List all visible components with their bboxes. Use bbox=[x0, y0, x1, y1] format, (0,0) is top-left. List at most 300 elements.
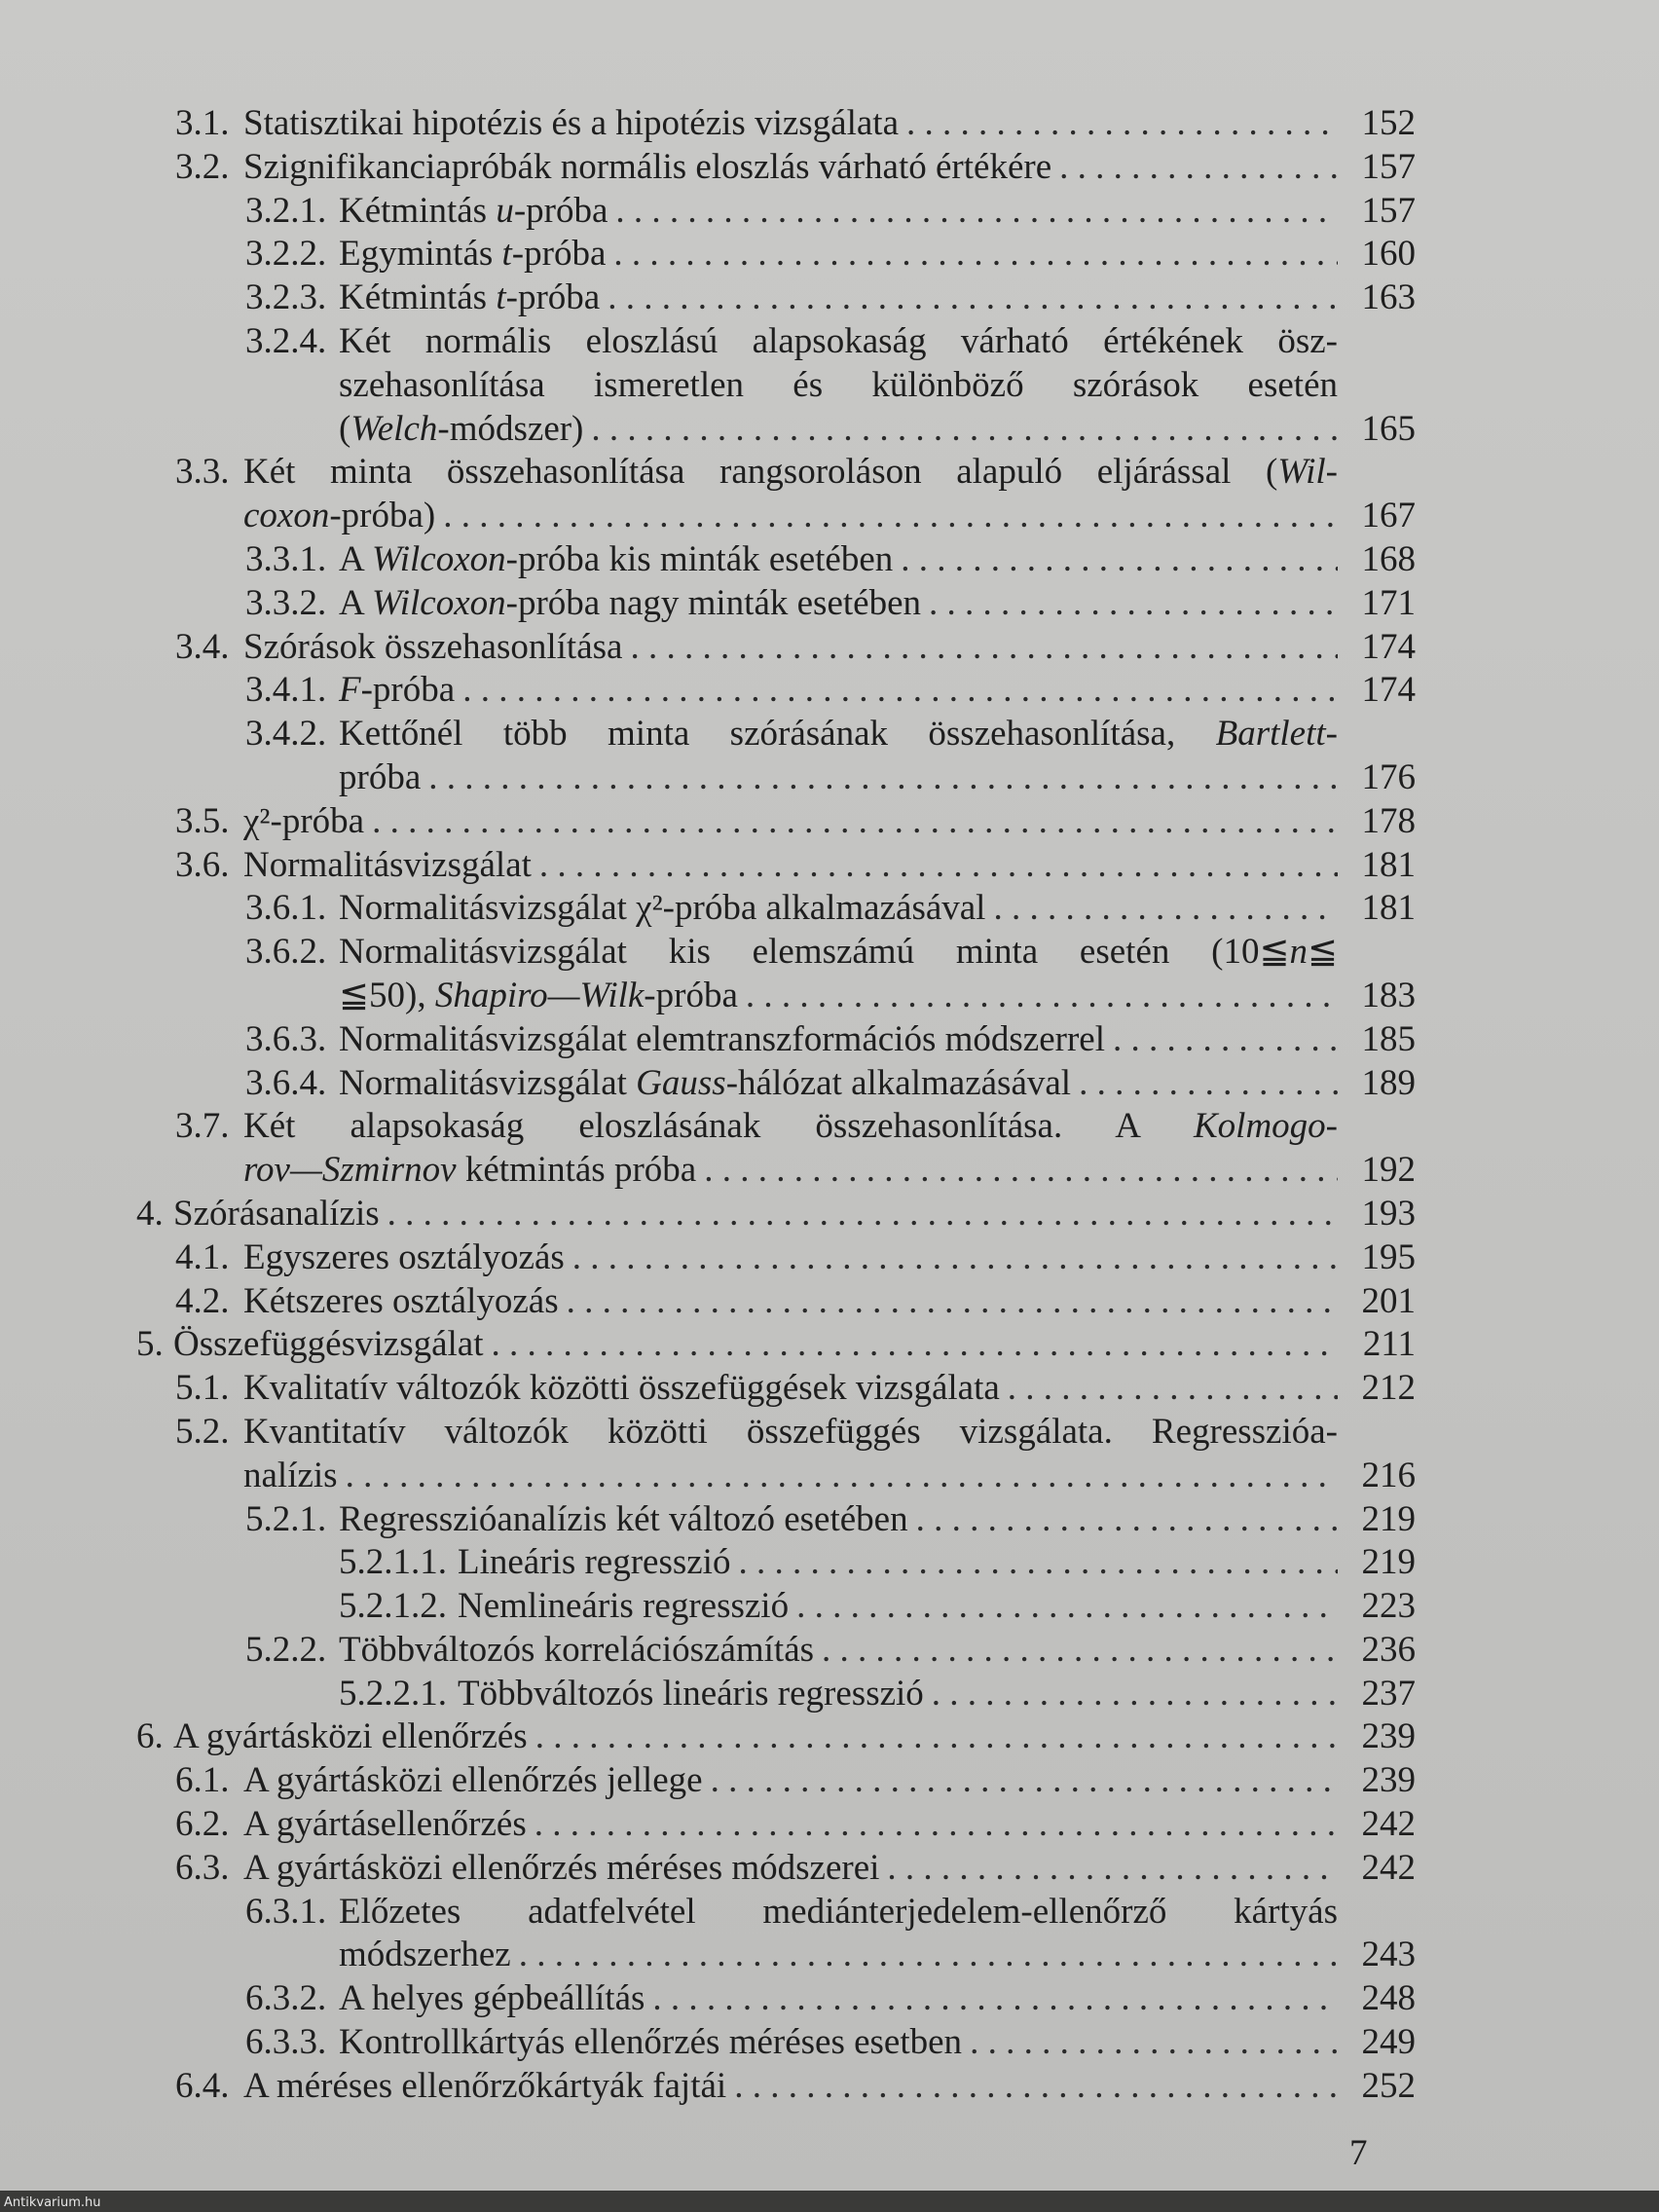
toc-entry-page: 223 bbox=[1361, 1586, 1416, 1627]
toc-entry-line bbox=[458, 1673, 1338, 1716]
dot-leader bbox=[1071, 1062, 1338, 1106]
toc-entry-line bbox=[173, 1323, 1338, 1367]
toc-entry-page: 236 bbox=[1361, 1629, 1416, 1670]
toc-entry-line bbox=[339, 2021, 1338, 2065]
text-run: Többváltozós lineáris regresszió bbox=[458, 1673, 924, 1714]
toc-entry-line bbox=[339, 190, 1338, 234]
toc-entry bbox=[0, 1759, 1659, 1803]
toc-entry-number: 3.4.1. bbox=[245, 670, 327, 711]
toc-entry-page: 239 bbox=[1361, 1760, 1416, 1801]
toc-entry-number: 5.2.1.2. bbox=[339, 1586, 447, 1627]
toc-entry bbox=[0, 233, 1659, 276]
text-run: Kétszeres osztályozás bbox=[243, 1280, 559, 1321]
toc-entry-title bbox=[458, 1541, 1338, 1585]
toc-entry-number: 3.3.2. bbox=[245, 582, 327, 623]
toc-entry-number: 6.3.3. bbox=[245, 2022, 327, 2063]
toc-entry-page: 181 bbox=[1361, 888, 1416, 929]
toc-entry-line bbox=[243, 1411, 1338, 1455]
dot-leader bbox=[985, 887, 1338, 931]
toc-entry-page: 195 bbox=[1361, 1236, 1416, 1277]
toc-entry-line bbox=[243, 844, 1338, 888]
toc-entry bbox=[0, 146, 1659, 190]
toc-entry bbox=[0, 538, 1659, 582]
dot-leader bbox=[511, 1934, 1338, 1977]
text-run: Szórásanalízis bbox=[173, 1193, 380, 1234]
toc-entry-line bbox=[243, 800, 1338, 844]
toc-entry-page: 171 bbox=[1361, 582, 1416, 623]
toc-entry-line bbox=[339, 408, 1338, 452]
toc-entry bbox=[0, 1585, 1659, 1629]
italic-text: F bbox=[339, 670, 361, 711]
toc-entry-page: 193 bbox=[1361, 1193, 1416, 1234]
text-run: -próba bbox=[505, 277, 601, 318]
toc-entry-title bbox=[243, 1411, 1338, 1498]
toc-entry-title bbox=[243, 1803, 1338, 1847]
text-run: ≦50), bbox=[339, 975, 435, 1015]
dot-leader bbox=[899, 102, 1338, 146]
text-run: ( bbox=[339, 408, 351, 449]
toc-entry-number: 6. bbox=[136, 1716, 164, 1757]
toc-entry-page: 160 bbox=[1361, 234, 1416, 275]
dot-leader bbox=[789, 1585, 1338, 1629]
text-run: -próba kis minták esetében bbox=[505, 538, 894, 579]
text-run: A gyártásközi ellenőrzés jellege bbox=[243, 1760, 703, 1801]
toc-entry bbox=[0, 626, 1659, 670]
toc-entry bbox=[0, 1803, 1659, 1847]
text-run: nalízis bbox=[243, 1455, 338, 1495]
dot-leader bbox=[962, 2021, 1338, 2065]
toc-entry-line bbox=[339, 1934, 1338, 1977]
toc-entry-page: 219 bbox=[1361, 1498, 1416, 1539]
toc-entry-number: 5.2.2.1. bbox=[339, 1673, 447, 1714]
toc-entry-line bbox=[243, 1236, 1338, 1280]
text-run: Szórások összehasonlítása bbox=[243, 626, 623, 667]
dot-leader bbox=[608, 190, 1338, 234]
toc-entry-page: 168 bbox=[1361, 538, 1416, 579]
text-run: Előzetes adatfelvétel mediánterjedelem-ellenőrző kártyás bbox=[339, 1891, 1338, 1932]
toc-entry-title bbox=[458, 1673, 1338, 1716]
toc-entry-number: 4.1. bbox=[175, 1236, 230, 1277]
dot-leader bbox=[435, 495, 1338, 538]
text-run: Összefüggésvizsgálat bbox=[173, 1324, 484, 1365]
dot-leader bbox=[1000, 1367, 1338, 1411]
text-run: A gyártásellenőrzés bbox=[243, 1804, 527, 1845]
toc-entry-page: 242 bbox=[1361, 1804, 1416, 1845]
toc-entry-title bbox=[339, 538, 1338, 582]
toc-entry bbox=[0, 451, 1659, 538]
toc-entry bbox=[0, 2065, 1659, 2109]
toc-entry-title bbox=[339, 582, 1338, 626]
text-run: - bbox=[1325, 714, 1338, 755]
text-run: A helyes gépbeállítás bbox=[339, 1978, 645, 2019]
toc-entry-number: 6.1. bbox=[175, 1760, 230, 1801]
toc-entry-page: 239 bbox=[1361, 1716, 1416, 1757]
toc-entry bbox=[0, 276, 1659, 320]
toc-entry-page: 219 bbox=[1361, 1542, 1416, 1583]
text-run: Kétmintás bbox=[339, 277, 497, 318]
toc-entry bbox=[0, 1629, 1659, 1673]
toc-entry-line bbox=[173, 1715, 1338, 1759]
toc-entry-line bbox=[243, 1759, 1338, 1803]
toc-entry-line bbox=[243, 451, 1338, 495]
dot-leader bbox=[484, 1323, 1338, 1367]
toc-entry-line bbox=[243, 1803, 1338, 1847]
dot-leader bbox=[730, 1541, 1338, 1585]
text-run: Kvalitatív változók közötti összefüggések vizsgálata bbox=[243, 1368, 1000, 1409]
text-run: Kétmintás bbox=[339, 190, 497, 231]
toc-entry-page: 201 bbox=[1361, 1280, 1416, 1321]
dot-leader bbox=[528, 1715, 1338, 1759]
dot-leader bbox=[380, 1193, 1338, 1236]
text-run: Normalitásvizsgálat kis elemszámú minta esetén (10≦ bbox=[339, 932, 1290, 973]
dot-leader bbox=[703, 1759, 1338, 1803]
toc-entry-number: 3.7. bbox=[175, 1106, 230, 1147]
toc-entry-line bbox=[243, 495, 1338, 538]
toc-entry-title bbox=[173, 1323, 1338, 1367]
toc-entry-title bbox=[243, 626, 1338, 670]
toc-entry bbox=[0, 1715, 1659, 1759]
toc-entry bbox=[0, 1411, 1659, 1498]
toc-entry-title bbox=[243, 1847, 1338, 1891]
text-run: Nemlineáris regresszió bbox=[458, 1586, 790, 1627]
toc-entry-title bbox=[458, 1585, 1338, 1629]
dot-leader bbox=[559, 1280, 1338, 1324]
toc-entry-title bbox=[243, 451, 1338, 538]
italic-text: Welch bbox=[350, 408, 438, 449]
toc-entry-page: 212 bbox=[1361, 1368, 1416, 1409]
toc-entry-page: 211 bbox=[1362, 1324, 1416, 1365]
toc-entry-line bbox=[339, 364, 1338, 408]
text-run: Normalitásvizsgálat bbox=[243, 844, 532, 885]
toc-entry bbox=[0, 1977, 1659, 2021]
dot-leader bbox=[421, 756, 1338, 800]
toc-entry-title bbox=[339, 1018, 1338, 1062]
toc-entry bbox=[0, 887, 1659, 931]
italic-text: t bbox=[496, 277, 506, 318]
toc-entry bbox=[0, 1193, 1659, 1236]
text-run: -próba bbox=[360, 670, 456, 711]
text-run: χ²-próba bbox=[243, 800, 365, 841]
toc-entry-page: 237 bbox=[1361, 1673, 1416, 1714]
toc-entry bbox=[0, 102, 1659, 146]
toc-entry-number: 3.3.1. bbox=[245, 538, 327, 579]
table-of-contents bbox=[0, 102, 1659, 2109]
toc-entry-number: 5.2. bbox=[175, 1411, 230, 1452]
text-run: módszerhez bbox=[339, 1935, 511, 1975]
toc-entry bbox=[0, 2021, 1659, 2065]
italic-text: rov—Szmirnov bbox=[243, 1150, 457, 1191]
dot-leader bbox=[338, 1455, 1338, 1498]
toc-entry-title bbox=[339, 320, 1338, 451]
toc-entry-number: 3.6. bbox=[175, 844, 230, 885]
watermark: Antikvarium.hu bbox=[4, 2195, 101, 2210]
toc-entry-page: 165 bbox=[1361, 408, 1416, 449]
toc-entry-title bbox=[339, 190, 1338, 234]
dot-leader bbox=[908, 1498, 1338, 1542]
toc-entry-title bbox=[243, 146, 1338, 190]
toc-entry-title bbox=[339, 233, 1338, 276]
toc-entry-line bbox=[339, 1629, 1338, 1673]
toc-entry-page: 163 bbox=[1361, 277, 1416, 318]
toc-entry-title bbox=[173, 1715, 1338, 1759]
toc-entry-line bbox=[339, 1498, 1338, 1542]
dot-leader bbox=[921, 582, 1338, 626]
italic-text: u bbox=[496, 190, 514, 231]
toc-entry-number: 4.2. bbox=[175, 1280, 230, 1321]
toc-entry-number: 6.3. bbox=[175, 1847, 230, 1888]
italic-text: Wil- bbox=[1277, 452, 1338, 493]
toc-entry-page: 178 bbox=[1361, 800, 1416, 841]
toc-entry bbox=[0, 800, 1659, 844]
text-run: Két minta összehasonlítása rangsoroláson alapuló eljárással ( bbox=[243, 452, 1278, 493]
text-run: kétmintás próba bbox=[456, 1150, 697, 1191]
toc-entry-page: 152 bbox=[1361, 103, 1416, 143]
toc-entry-line bbox=[339, 320, 1338, 364]
text-run: -próba) bbox=[329, 496, 436, 536]
toc-entry-title bbox=[339, 1891, 1338, 1978]
italic-text: Bartlett bbox=[1215, 714, 1326, 755]
text-run: A gyártásközi ellenőrzés bbox=[173, 1716, 528, 1757]
toc-entry-title bbox=[173, 1193, 1338, 1236]
toc-entry-number: 3.2.1. bbox=[245, 190, 327, 231]
toc-entry-number: 3.1. bbox=[175, 103, 230, 143]
toc-entry bbox=[0, 844, 1659, 888]
toc-entry-line bbox=[243, 1847, 1338, 1891]
toc-entry-page: 243 bbox=[1361, 1935, 1416, 1975]
text-run: Normalitásvizsgálat χ²-próba alkalmazásával bbox=[339, 888, 986, 929]
dot-leader bbox=[893, 538, 1338, 582]
toc-entry-page: 174 bbox=[1361, 670, 1416, 711]
toc-entry-page: 185 bbox=[1361, 1018, 1416, 1059]
toc-entry-title bbox=[243, 1759, 1338, 1803]
toc-entry-line bbox=[458, 1541, 1338, 1585]
toc-entry-line bbox=[339, 756, 1338, 800]
text-run: Egymintás bbox=[339, 234, 502, 275]
toc-entry-number: 3.2.3. bbox=[245, 277, 327, 318]
toc-entry-line bbox=[339, 975, 1338, 1018]
dot-leader bbox=[645, 1977, 1338, 2021]
toc-entry-line bbox=[243, 1105, 1338, 1149]
text-run: Lineáris regresszió bbox=[458, 1542, 731, 1583]
dot-leader bbox=[814, 1629, 1338, 1673]
toc-entry-line bbox=[458, 1585, 1338, 1629]
toc-entry-title bbox=[339, 931, 1338, 1018]
text-run: A méréses ellenőrzőkártyák fajtái bbox=[243, 2065, 727, 2106]
text-run: szehasonlítása ismeretlen és különböző szórások esetén bbox=[339, 364, 1338, 405]
toc-entry-number: 3.4. bbox=[175, 626, 230, 667]
toc-entry-number: 5.2.1. bbox=[245, 1498, 327, 1539]
toc-entry-title bbox=[339, 713, 1338, 800]
toc-entry-title bbox=[339, 276, 1338, 320]
toc-entry-number: 3.3. bbox=[175, 452, 230, 493]
dot-leader bbox=[455, 669, 1338, 713]
toc-entry-line bbox=[339, 931, 1338, 975]
toc-entry bbox=[0, 1498, 1659, 1542]
toc-entry-title bbox=[339, 1977, 1338, 2021]
toc-entry bbox=[0, 713, 1659, 800]
text-run: Regresszióanalízis két változó esetében bbox=[339, 1498, 908, 1539]
toc-entry-title bbox=[339, 1498, 1338, 1542]
toc-entry-number: 4. bbox=[136, 1193, 164, 1234]
toc-entry bbox=[0, 1673, 1659, 1716]
toc-entry-number: 6.2. bbox=[175, 1804, 230, 1845]
text-run: Két normális eloszlású alapsokaság várható értékének ösz- bbox=[339, 320, 1338, 361]
dot-leader bbox=[879, 1847, 1338, 1891]
toc-entry bbox=[0, 1280, 1659, 1324]
toc-entry-title bbox=[243, 844, 1338, 888]
text-run: Kvantitatív változók közötti összefüggés vizsgálata. Regresszióa- bbox=[243, 1411, 1338, 1452]
text-run: A gyártásközi ellenőrzés méréses módszerei bbox=[243, 1847, 880, 1888]
toc-entry-title bbox=[243, 1280, 1338, 1324]
toc-entry-page: 174 bbox=[1361, 626, 1416, 667]
toc-entry-number: 3.5. bbox=[175, 800, 230, 841]
text-run: Statisztikai hipotézis és a hipotézis vizsgálata bbox=[243, 103, 900, 143]
toc-entry-title bbox=[243, 2065, 1338, 2109]
toc-entry-number: 3.6.4. bbox=[245, 1062, 327, 1103]
italic-text: Wilcoxon bbox=[371, 538, 506, 579]
toc-entry bbox=[0, 1891, 1659, 1978]
toc-entry-title bbox=[243, 1236, 1338, 1280]
text-run: -próba nagy minták esetében bbox=[505, 582, 921, 623]
dot-leader bbox=[622, 626, 1338, 670]
text-run: Kettőnél több minta szórásának összehasonlítása, bbox=[339, 714, 1216, 755]
toc-entry-line bbox=[173, 1193, 1338, 1236]
toc-entry-line bbox=[339, 887, 1338, 931]
toc-entry bbox=[0, 320, 1659, 451]
toc-entry-title bbox=[339, 887, 1338, 931]
toc-entry-page: 157 bbox=[1361, 146, 1416, 187]
toc-entry-title bbox=[243, 102, 1338, 146]
toc-entry-line bbox=[243, 626, 1338, 670]
toc-entry bbox=[0, 1367, 1659, 1411]
toc-entry-number: 3.2.4. bbox=[245, 320, 327, 361]
toc-entry-number: 3.4.2. bbox=[245, 714, 327, 755]
text-run: -próba bbox=[511, 234, 607, 275]
dot-leader bbox=[1105, 1018, 1338, 1062]
toc-entry bbox=[0, 1541, 1659, 1585]
toc-entry bbox=[0, 1105, 1659, 1193]
page-edge bbox=[0, 2191, 1659, 2212]
dot-leader bbox=[738, 975, 1338, 1018]
dot-leader bbox=[565, 1236, 1338, 1280]
text-run: Kontrollkártyás ellenőrzés méréses esetben bbox=[339, 2022, 963, 2063]
toc-entry-number: 3.2.2. bbox=[245, 234, 327, 275]
italic-text: Wilcoxon bbox=[371, 582, 506, 623]
toc-entry bbox=[0, 1062, 1659, 1106]
toc-entry-line bbox=[339, 1062, 1338, 1106]
text-run: Többváltozós korrelációszámítás bbox=[339, 1629, 815, 1670]
italic-text: Shapiro—Wilk bbox=[434, 975, 645, 1015]
dot-leader bbox=[726, 2065, 1338, 2109]
text-run: Normalitásvizsgálat bbox=[339, 1062, 637, 1103]
text-run: ≦ bbox=[1307, 932, 1338, 973]
toc-entry-line bbox=[339, 1891, 1338, 1935]
toc-entry-line bbox=[243, 1455, 1338, 1498]
toc-entry bbox=[0, 931, 1659, 1018]
text-run: -módszer) bbox=[437, 408, 584, 449]
toc-entry-page: 183 bbox=[1361, 975, 1416, 1015]
toc-entry bbox=[0, 1323, 1659, 1367]
text-run: -próba bbox=[644, 975, 738, 1015]
toc-entry-line bbox=[339, 1018, 1338, 1062]
toc-entry-page: 192 bbox=[1361, 1150, 1416, 1191]
toc-entry-title bbox=[339, 1629, 1338, 1673]
dot-leader bbox=[583, 408, 1338, 452]
dot-leader bbox=[606, 233, 1338, 276]
dot-leader bbox=[600, 276, 1338, 320]
italic-text: Gauss bbox=[636, 1062, 726, 1103]
text-run: Normalitásvizsgálat elemtranszformációs módszerrel bbox=[339, 1018, 1105, 1059]
toc-entry-number: 5. bbox=[136, 1324, 164, 1365]
toc-entry-title bbox=[339, 2021, 1338, 2065]
toc-entry-page: 216 bbox=[1361, 1455, 1416, 1495]
toc-entry-line bbox=[339, 276, 1338, 320]
dot-leader bbox=[364, 800, 1338, 844]
toc-entry-line bbox=[243, 2065, 1338, 2109]
toc-entry-number: 3.6.2. bbox=[245, 932, 327, 973]
page-number: 7 bbox=[1349, 2133, 1368, 2173]
toc-entry-title bbox=[339, 669, 1338, 713]
text-run: -próba bbox=[513, 190, 608, 231]
toc-entry bbox=[0, 1847, 1659, 1891]
toc-entry-line bbox=[339, 713, 1338, 756]
italic-text: t bbox=[501, 234, 512, 275]
toc-entry-page: 157 bbox=[1361, 190, 1416, 231]
toc-entry-number: 5.2.1.1. bbox=[339, 1542, 447, 1583]
text-run: Két alapsokaság eloszlásának összehasonlítása. A bbox=[243, 1106, 1194, 1147]
toc-entry-title bbox=[243, 1367, 1338, 1411]
text-run: Egyszeres osztályozás bbox=[243, 1236, 565, 1277]
text-run: A bbox=[339, 538, 372, 579]
dot-leader bbox=[696, 1149, 1338, 1193]
toc-entry-page: 181 bbox=[1361, 844, 1416, 885]
toc-entry-line bbox=[243, 102, 1338, 146]
toc-entry-page: 167 bbox=[1361, 496, 1416, 536]
toc-entry bbox=[0, 582, 1659, 626]
toc-entry-page: 176 bbox=[1361, 756, 1416, 797]
toc-entry-line bbox=[339, 1977, 1338, 2021]
toc-entry bbox=[0, 190, 1659, 234]
toc-entry-line bbox=[339, 233, 1338, 276]
toc-entry-number: 5.1. bbox=[175, 1368, 230, 1409]
toc-entry-page: 252 bbox=[1361, 2065, 1416, 2106]
dot-leader bbox=[924, 1673, 1338, 1716]
text-run: -hálózat alkalmazásával bbox=[725, 1062, 1072, 1103]
text-run: próba bbox=[339, 756, 422, 797]
italic-text: Kolmogo- bbox=[1194, 1106, 1338, 1147]
italic-text: n bbox=[1289, 932, 1308, 973]
toc-entry-line bbox=[339, 582, 1338, 626]
toc-entry bbox=[0, 1236, 1659, 1280]
toc-entry-title bbox=[339, 1062, 1338, 1106]
toc-entry-line bbox=[243, 146, 1338, 190]
toc-entry-line bbox=[339, 538, 1338, 582]
toc-entry-title bbox=[243, 1105, 1338, 1193]
toc-entry bbox=[0, 669, 1659, 713]
toc-entry-line bbox=[339, 669, 1338, 713]
toc-entry-page: 242 bbox=[1361, 1847, 1416, 1888]
toc-entry-page: 249 bbox=[1361, 2022, 1416, 2063]
dot-leader bbox=[532, 844, 1338, 888]
toc-entry-line bbox=[243, 1149, 1338, 1193]
toc-entry-title bbox=[243, 800, 1338, 844]
dot-leader bbox=[527, 1803, 1338, 1847]
text-run: Szignifikanciapróbák normális eloszlás várható értékére bbox=[243, 146, 1052, 187]
toc-entry-line bbox=[243, 1367, 1338, 1411]
toc-entry-number: 3.6.1. bbox=[245, 888, 327, 929]
toc-entry-page: 189 bbox=[1361, 1062, 1416, 1103]
toc-entry-number: 6.3.1. bbox=[245, 1891, 327, 1932]
